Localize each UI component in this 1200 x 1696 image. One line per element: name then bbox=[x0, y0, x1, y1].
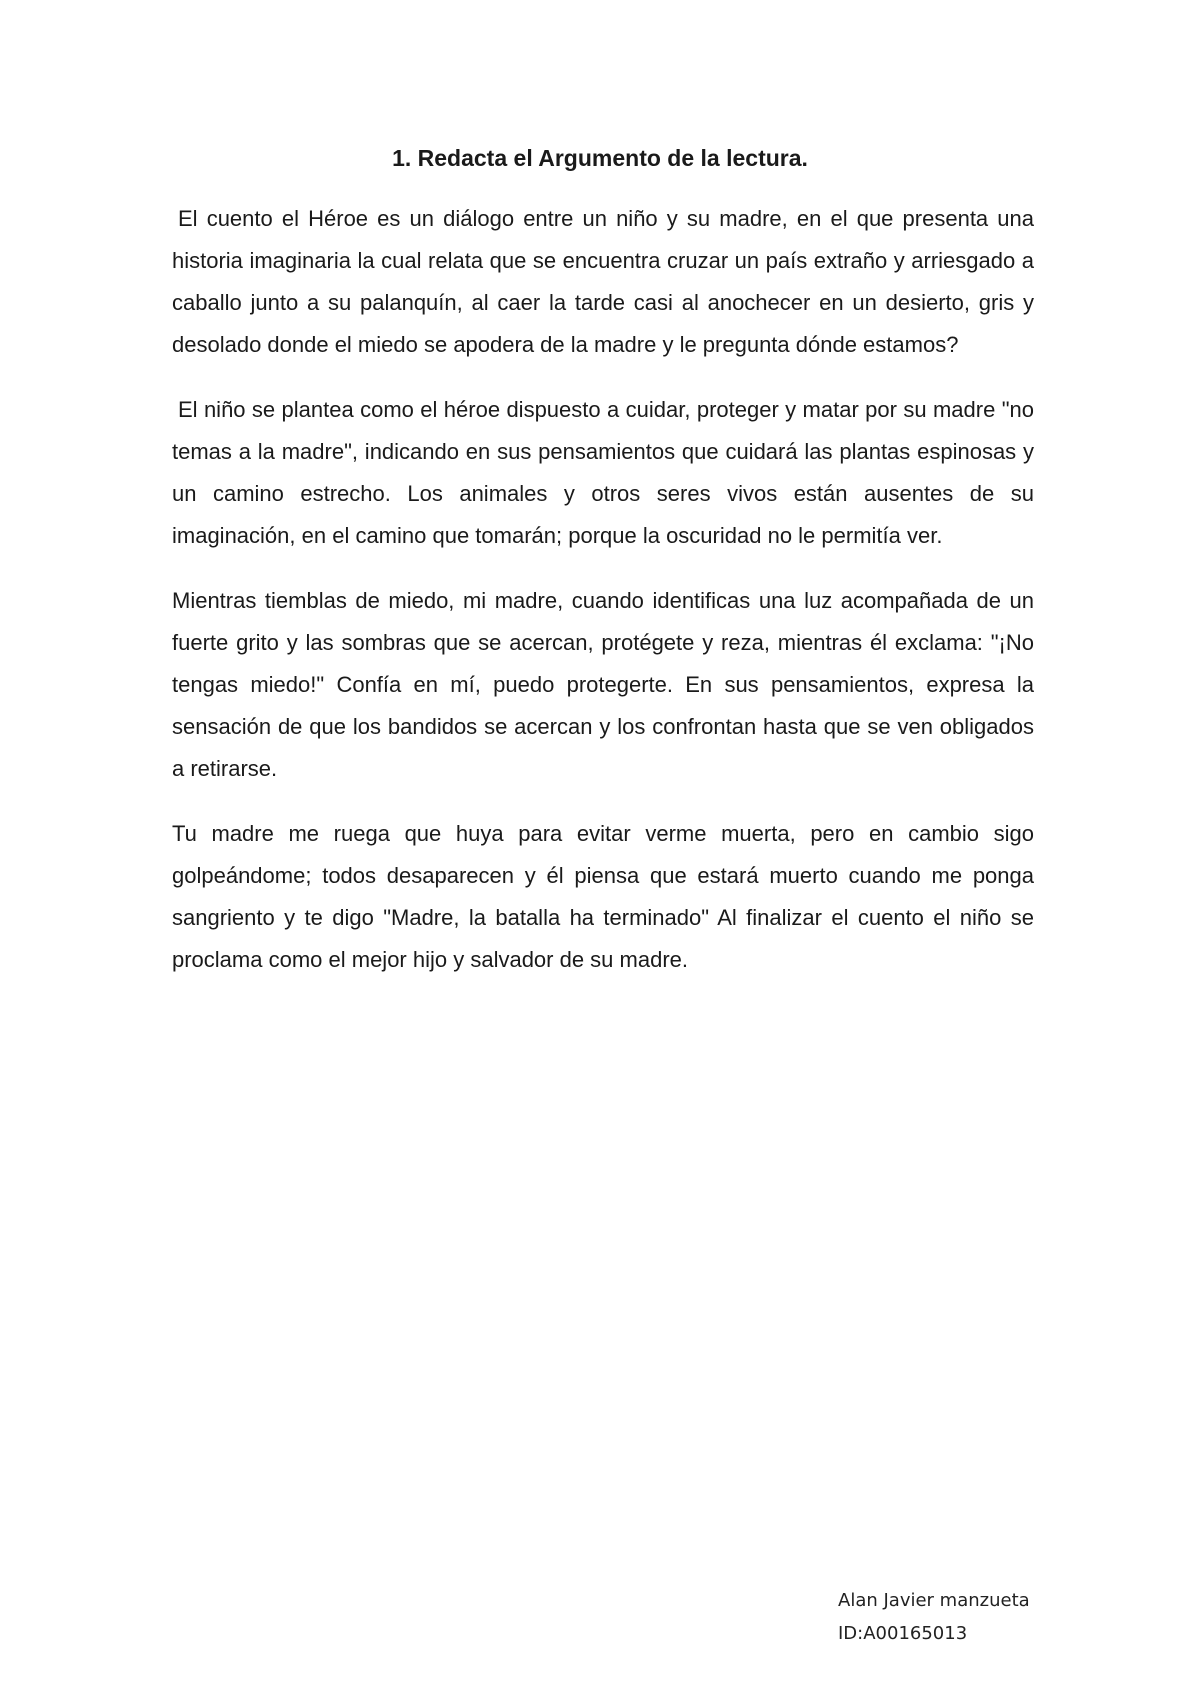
paragraph-2: El niño se plantea como el héroe dispuesto a cuidar, proteger y matar por su madre "no temas a la madre", indicando en sus pensamientos que cuidará las plantas espinosas y un camino estrecho. Los animales y otros seres vivos están ausentes de su imaginación, en el camino que tomarán; porque la oscuridad no le permitía ver. bbox=[172, 397, 1034, 548]
paragraph-1: El cuento el Héroe es un diálogo entre un niño y su madre, en el que presenta una historia imaginaria la cual relata que se encuentra cruzar un país extraño y arriesgado a caballo junto a su palanquín, al caer la tarde casi al anochecer en un desierto, gris y desolado donde el miedo se apodera de la madre y le pregunta dónde estamos? bbox=[172, 206, 1034, 357]
author-name: Alan Javier manzueta bbox=[838, 1590, 1030, 1611]
paragraph-4: Tu madre me ruega que huya para evitar verme muerta, pero en cambio sigo golpeándome; todos desaparecen y él piensa que estará muerto cuando me ponga sangriento y te digo "Madre, la batalla ha terminado" Al finalizar el cuento el niño se proclama como el mejor hijo y salvador de su madre. bbox=[172, 821, 1034, 972]
document-title: 1. Redacta el Argumento de la lectura. bbox=[392, 145, 808, 171]
student-id: ID:A00165013 bbox=[838, 1623, 968, 1644]
document-body bbox=[172, 198, 1034, 1004]
author-footer bbox=[838, 1584, 1030, 1650]
paragraph-3: Mientras tiemblas de miedo, mi madre, cuando identificas una luz acompañada de un fuerte grito y las sombras que se acercan, protégete y reza, mientras él exclama: "¡No tengas miedo!" Confía en mí, puedo protegerte. En sus pensamientos, expresa la sensación de que los bandidos se acercan y los confrontan hasta que se ven obligados a retirarse. bbox=[172, 588, 1034, 781]
